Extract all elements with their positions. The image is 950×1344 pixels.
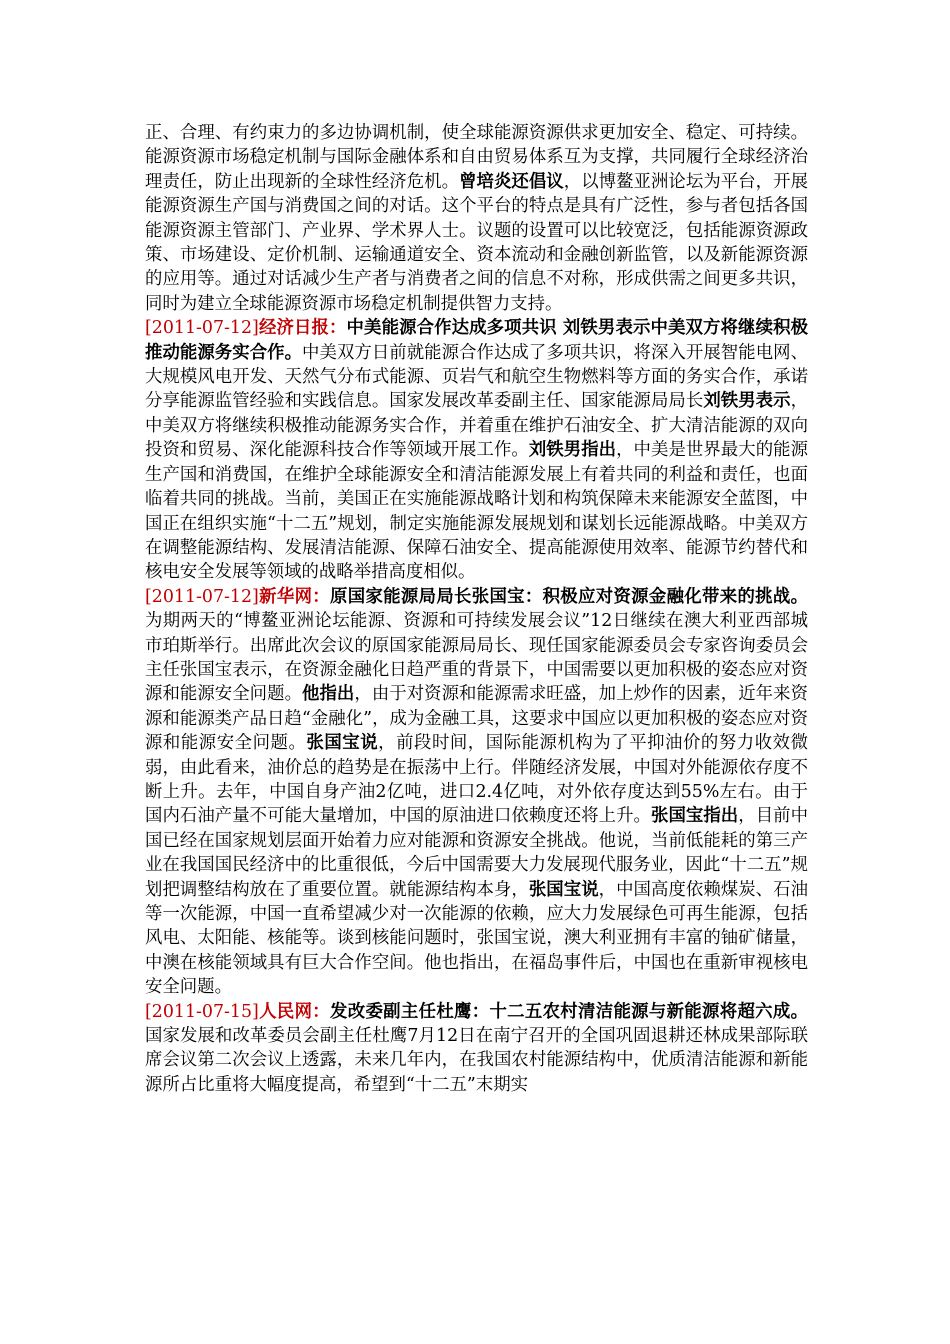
- news-title: 中美能源合作达成多项共识 刘铁男表示中美双方将继续积极推动能源务实合作。: [145, 318, 808, 363]
- body-text: 为期两天的“博鳌亚洲论坛能源、资源和可持续发展会议”12日继续在澳大利亚西部城市珀斯举行。出席此次会议的原国家能源局局长、现任国家能源委员会专家咨询委员会主任张国宝表示，在资源金融化日趋严重的背景下，中国需要以更加积极的姿态应对资源和能源安全问题。: [145, 611, 808, 705]
- bold-phrase: 刘铁男指出: [528, 440, 617, 461]
- news-source: 经济日报：: [258, 318, 347, 339]
- news-title: 发改委副主任杜鹰：十二五农村清洁能源与新能源将超六成。: [330, 1001, 808, 1022]
- bold-phrase: 刘铁男表示: [703, 391, 791, 412]
- bold-phrase: 张国宝说: [528, 879, 599, 900]
- news-date: [2011-07-15]: [145, 1001, 259, 1022]
- body-text: ，以博鳌亚洲论坛为平台，开展能源资源生产国与消费国之间的对话。这个平台的特点是具有广泛性，参与者包括各国能源资源主管部门、产业界、学术界人士。议题的设置可以比较宽泛，包括能源资源政策、市场建设、定价机制、运输通道安全、资本流动和金融创新监管，以及新能源资源的应用等。通过对话减少生产者与消费者之间的信息不对称，形成供需之间更多共识，同时为建立全球能源资源市场稳定机制提供智力支持。: [145, 171, 808, 314]
- body-text: ，由于对资源和能源需求旺盛，加上炒作的因素，近年来资源和能源类产品日趋“金融化”，成为金融工具，这要求中国应以更加积极的姿态应对资源和能源安全问题。: [145, 684, 808, 754]
- bold-phrase: 张国宝说: [306, 733, 379, 754]
- body-text: ，目前中国已经在国家规划层面开始着力应对能源和资源安全挑战。他说，当前低能耗的第三产业在我国国民经济中的比重很低，今后中国需要大力发展现代服务业，因此“十二五”规划把调整结构放在了重要位置。就能源结构本身，: [145, 806, 808, 900]
- news-item-1: [145, 316, 808, 584]
- bold-phrase: 张国宝指出: [651, 806, 739, 827]
- bold-phrase: 他指出: [302, 684, 355, 705]
- bold-phrase: 曾培炎还倡议: [459, 171, 564, 192]
- body-text: ，前段时间，国际能源机构为了平抑油价的努力收效微弱，由此看来，油价总的趋势是在振荡中上行。伴随经济发展，中国对外能源依存度不断上升。去年，中国自身产油2亿吨，进口2.4亿吨，对外依存度达到55%左右。由于国内石油产量不可能大量增加，中国的原油进口依赖度还将上升。: [145, 733, 808, 827]
- paragraph-continuation: [145, 121, 808, 316]
- news-source: 人民网：: [258, 1001, 331, 1022]
- body-text: ，中美是世界最大的能源生产国和消费国，在维护全球能源安全和清洁能源发展上有着共同的利益和责任，也面临着共同的挑战。当前，美国正在实施能源战略计划和构筑保障未来能源安全蓝图，中国正在组织实施“十二五”规划，制定实施能源发展规划和谋划长远能源战略。中美双方在调整能源结构、发展清洁能源、保障石油安全、提高能源使用效率、能源节约替代和核电安全发展等领域的战略举措高度相似。: [145, 440, 808, 583]
- news-title: 原国家能源局局长张国宝：积极应对资源金融化带来的挑战。: [330, 586, 808, 607]
- body-text: ，中美双方将继续积极推动能源务实合作，并着重在维护石油安全、扩大清洁能源的双向投资和贸易、深化能源科技合作等领域开展工作。: [145, 391, 808, 461]
- news-item-3: [145, 1000, 808, 1098]
- news-date: [2011-07-12]: [145, 586, 259, 607]
- document-page: [145, 121, 808, 1097]
- body-text: 国家发展和改革委员会副主任杜鹰7月12日在南宁召开的全国巩固退耕还林成果部际联席会议第二次会议上透露，未来几年内，在我国农村能源结构中，优质清洁能源和新能源所占比重将大幅度提高，希望到“十二五”末期实: [145, 1026, 808, 1095]
- news-item-2: [145, 585, 808, 1000]
- news-source: 新华网：: [258, 586, 331, 607]
- news-date: [2011-07-12]: [145, 318, 259, 339]
- body-text: 正、合理、有约束力的多边协调机制，使全球能源资源供求更加安全、稳定、可持续。能源资源市场稳定机制与国际金融体系和自由贸易体系互为支撑，共同履行全球经济治理责任，防止出现新的全球性经济危机。: [145, 123, 808, 192]
- body-text: 中美双方日前就能源合作达成了多项共识，将深入开展智能电网、大规模风电开发、天然气分布式能源、页岩气和航空生物燃料等方面的务实合作，承诺分享能源监管经验和实践信息。国家发展改革委副主任、国家能源局局长: [145, 342, 808, 412]
- body-text: ，中国高度依赖煤炭、石油等一次能源，中国一直希望减少对一次能源的依赖，应大力发展绿色可再生能源，包括风电、太阳能、核能等。谈到核能问题时，张国宝说，澳大利亚拥有丰富的铀矿储量，中澳在核能领域具有巨大合作空间。他也指出，在福岛事件后，中国也在重新审视核电安全问题。: [145, 879, 808, 998]
